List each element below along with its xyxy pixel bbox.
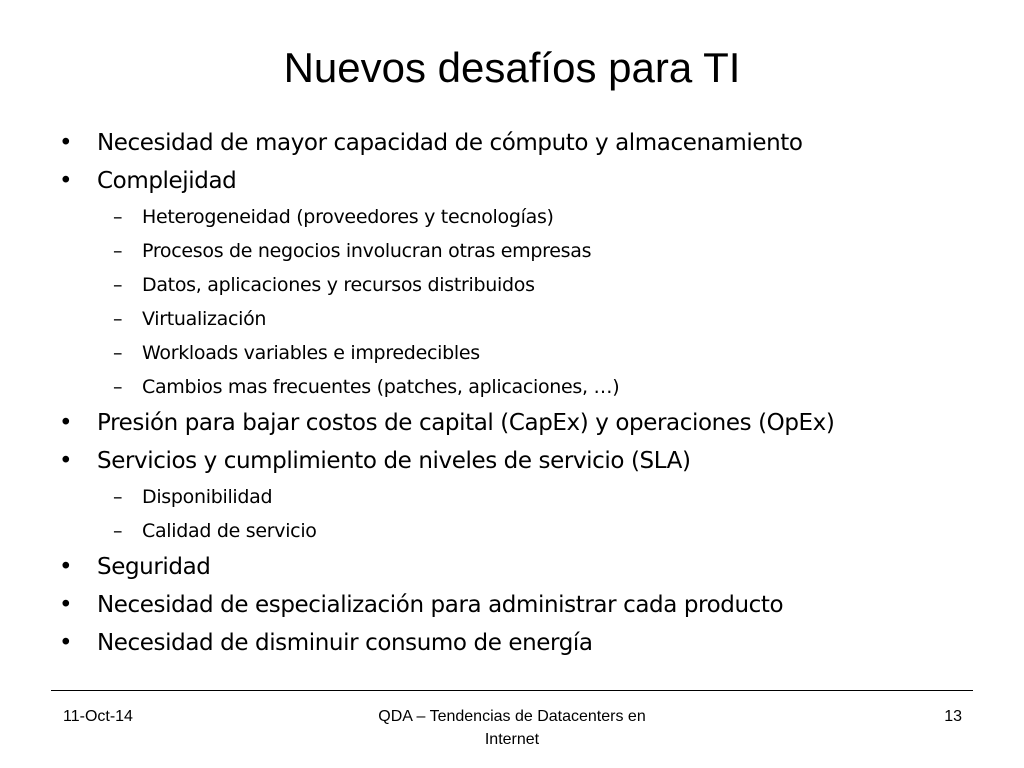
sub-bullet-item — [55, 302, 975, 336]
bullet-marker: • — [59, 410, 73, 436]
sub-bullet-item — [55, 336, 975, 370]
bullet-item — [55, 548, 975, 586]
footer-title-line: QDA – Tendencias de Datacenters en — [378, 708, 646, 725]
sub-bullet-item — [55, 514, 975, 548]
bullet-item — [55, 586, 975, 624]
sub-bullet-item — [55, 370, 975, 404]
dash-marker: – — [113, 308, 123, 330]
dash-marker: – — [113, 376, 123, 398]
dash-marker: – — [113, 274, 123, 296]
bullet-marker: • — [59, 554, 73, 580]
sub-bullet-item — [55, 234, 975, 268]
sub-bullet-item — [55, 200, 975, 234]
sub-bullet-text: Procesos de negocios involucran otras empresas — [142, 240, 592, 262]
bullet-item — [55, 442, 975, 480]
bullet-marker: • — [59, 448, 73, 474]
bullet-text: Complejidad — [97, 168, 237, 194]
dash-marker: – — [113, 520, 123, 542]
sub-bullet-text: Datos, aplicaciones y recursos distribuidos — [142, 274, 535, 296]
bullet-item — [55, 162, 975, 200]
sub-bullet-item — [55, 480, 975, 514]
bullet-text: Servicios y cumplimiento de niveles de servicio (SLA) — [97, 448, 691, 474]
footer-presentation-title — [312, 705, 712, 751]
bullet-text: Necesidad de mayor capacidad de cómputo y almacenamiento — [97, 130, 803, 156]
sub-bullet-text: Cambios mas frecuentes (patches, aplicaciones, …) — [142, 376, 620, 398]
footer-divider — [51, 690, 973, 691]
bullet-marker: • — [59, 592, 73, 618]
sub-bullet-text: Workloads variables e impredecibles — [142, 342, 480, 364]
sub-bullet-text: Heterogeneidad (proveedores y tecnologías) — [142, 206, 554, 228]
bullet-text: Seguridad — [97, 554, 211, 580]
slide-title: Nuevos desafíos para TI — [283, 44, 741, 91]
dash-marker: – — [113, 486, 123, 508]
sub-bullet-text: Calidad de servicio — [142, 520, 317, 542]
sub-bullet-text: Virtualización — [142, 308, 267, 330]
dash-marker: – — [113, 206, 123, 228]
bullet-list — [55, 124, 975, 662]
bullet-item — [55, 404, 975, 442]
bullet-marker: • — [59, 130, 73, 156]
footer-date: 11-Oct-14 — [63, 708, 133, 725]
bullet-marker: • — [59, 630, 73, 656]
dash-marker: – — [113, 342, 123, 364]
bullet-text: Presión para bajar costos de capital (CapEx) y operaciones (OpEx) — [97, 410, 835, 436]
bullet-text: Necesidad de disminuir consumo de energía — [97, 630, 593, 656]
sub-bullet-item — [55, 268, 975, 302]
bullet-item — [55, 124, 975, 162]
footer-title-line: Internet — [484, 731, 540, 748]
bullet-marker: • — [59, 168, 73, 194]
sub-bullet-text: Disponibilidad — [142, 486, 273, 508]
bullet-text: Necesidad de especialización para administrar cada producto — [97, 592, 784, 618]
bullet-item — [55, 624, 975, 662]
dash-marker: – — [113, 240, 123, 262]
page-number: 13 — [944, 708, 962, 725]
